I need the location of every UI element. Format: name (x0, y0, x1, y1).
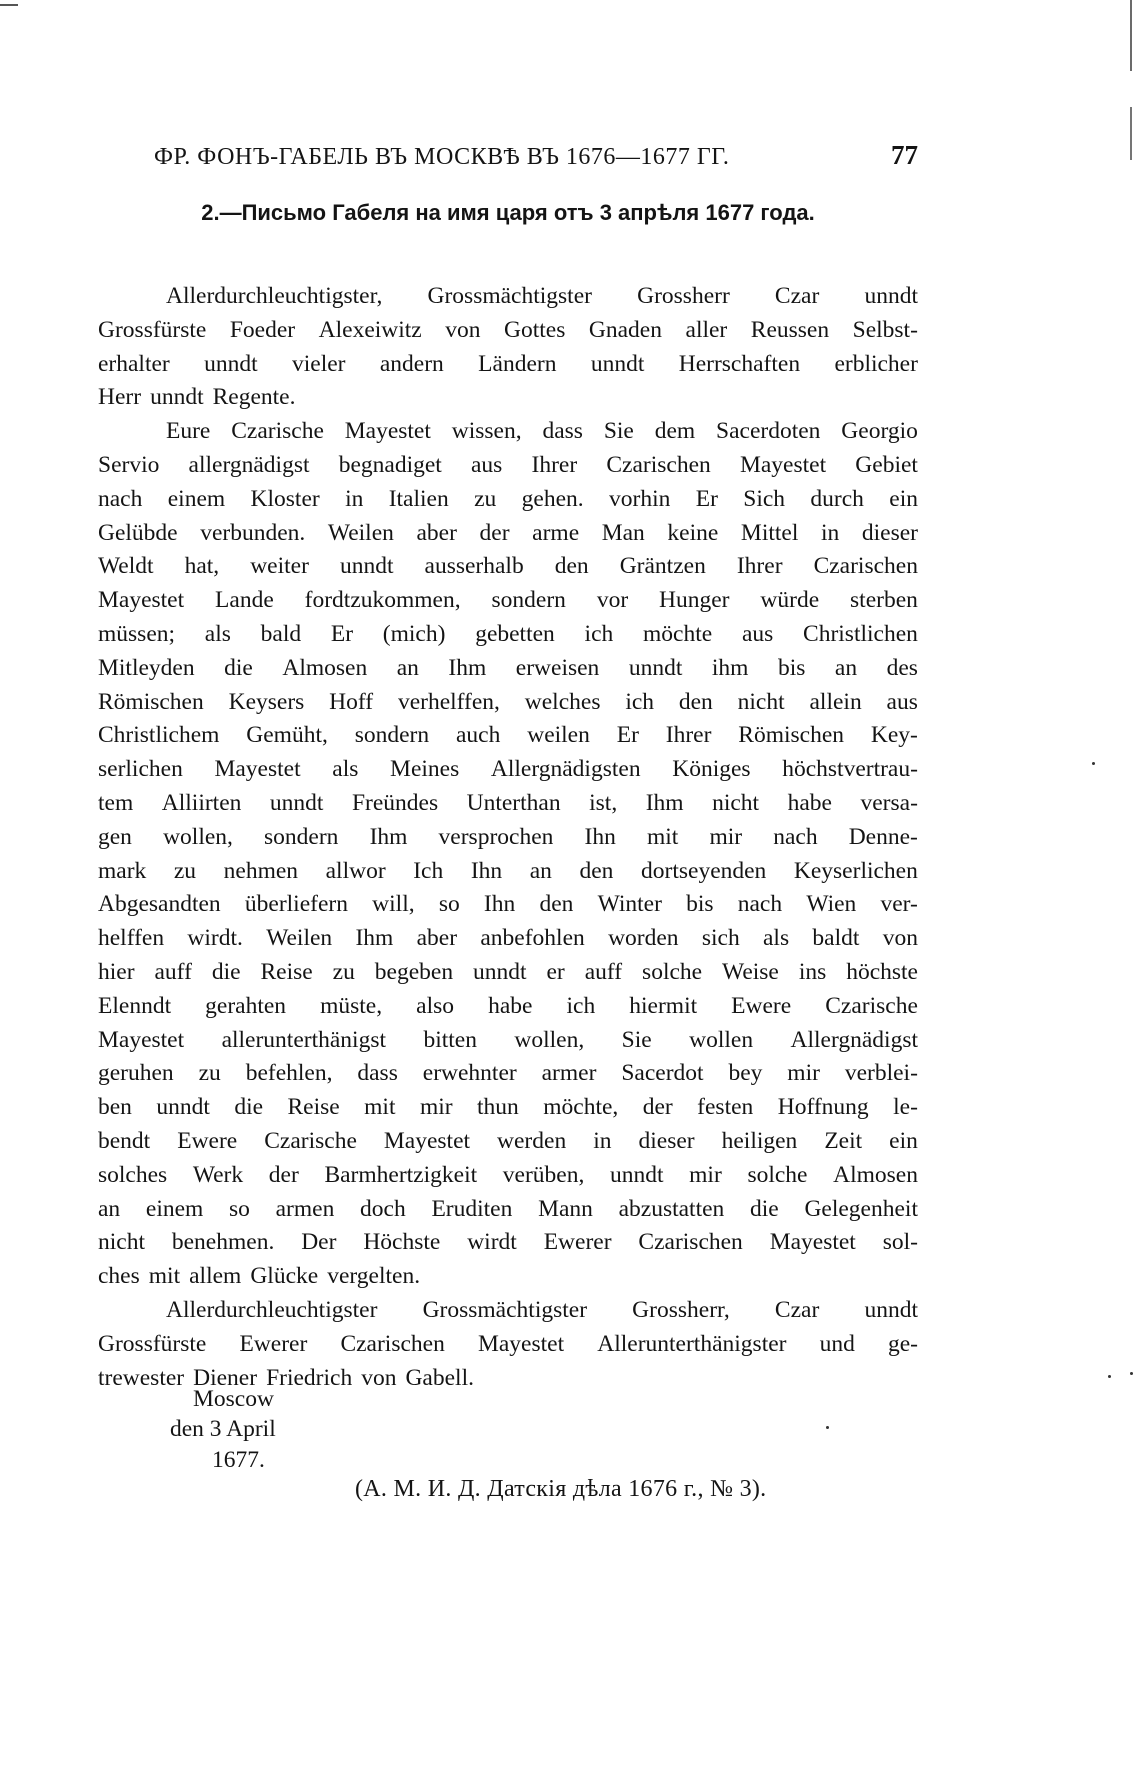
text-line: helffen wirdt. Weilen Ihm aber anbefohlen worden sich als baldt von (98, 925, 918, 952)
text-line: Weldt hat, weiter unndt ausserhalb den Gräntzen Ihrer Czarischen (98, 553, 918, 580)
running-head (98, 140, 918, 174)
text-line: Mitleyden die Almosen an Ihm erweisen unndt ihm bis an des (98, 654, 918, 681)
text-line: Römischen Keysers Hoff verhelffen, welches ich den nicht allein aus (98, 688, 918, 715)
text-line: nicht benehmen. Der Höchste wirdt Ewerer Czarischen Mayestet sol- (98, 1229, 918, 1256)
dateline-day: den 3 April (170, 1416, 276, 1442)
text-line: Christlichem Gemüht, sondern auch weilen Er Ihrer Römischen Key- (98, 722, 918, 749)
text-line: Servio allergnädigst begnadiget aus Ihrer Czarischen Mayestet Gebiet (98, 451, 918, 478)
text-line: Allerdurchleuchtigster Grossmächtigster Grossherr, Czar unndt (166, 1296, 918, 1323)
text-line: ben unndt die Reise mit mir thun möchte, der festen Hoffnung le- (98, 1094, 918, 1121)
text-line: Herr unndt Regente. (98, 384, 296, 411)
text-line: müssen; als bald Er (mich) gebetten ich möchte aus Christlichen (98, 620, 918, 647)
archive-reference: (А. М. И. Д. Датскія дѣла 1676 г., № 3). (355, 1476, 767, 1502)
text-line: nach einem Kloster in Italien zu gehen. vorhin Er Sich durch ein (98, 485, 918, 512)
text-line: Gelübde verbunden. Weilen aber der arme Man keine Mittel in dieser (98, 519, 918, 546)
text-line: tem Alliirten unndt Freündes Unterthan ist, Ihm nicht habe versa- (98, 789, 918, 816)
scan-speck (1092, 762, 1095, 765)
scan-edge-line (1130, 0, 1132, 1780)
text-line: serlichen Mayestet als Meines Allergnädigsten Königes höchstvertrau- (98, 756, 918, 783)
text-line: trewester Diener Friedrich von Gabell. (98, 1364, 474, 1391)
text-line: Mayestet allerunterthänigst bitten wollen, Sie wollen Allergnädigst (98, 1026, 918, 1053)
text-line: Elenndt gerahten müste, also habe ich hiermit Ewere Czarische (98, 992, 918, 1019)
section-heading: 2.—Письмо Габеля на имя царя отъ 3 апрѣля 1677 года. (201, 200, 815, 225)
text-line: Abgesandten überliefern will, so Ihn den Winter bis nach Wien ver- (98, 891, 918, 918)
text-line: geruhen zu befehlen, dass erwehnter armer Sacerdot bey mir verblei- (98, 1060, 918, 1087)
page-number: 77 (891, 140, 918, 170)
text-line: bendt Ewere Czarische Mayestet werden in dieser heiligen Zeit ein (98, 1127, 918, 1154)
text-line: hier auff die Reise zu begeben unndt er auff solche Weise ins höchste (98, 958, 918, 985)
scan-speck (826, 1426, 829, 1429)
paragraph (98, 1294, 918, 1395)
dateline-year: 1677. (212, 1447, 265, 1473)
scan-speck (1108, 1375, 1111, 1378)
running-head-title: ФР. ФОНЪ-ГАБЕЛЬ ВЪ МОСКВѢ ВЪ 1676—1677 ГГ. (154, 144, 730, 170)
paragraph (98, 280, 918, 415)
paragraph (98, 415, 918, 1294)
scan-corner-mark (0, 4, 18, 6)
text-line: ches mit allem Glücke vergelten. (98, 1263, 421, 1290)
text-line: solches Werk der Barmhertzigkeit verüben, unndt mir solche Almosen (98, 1161, 918, 1188)
text-line: Mayestet Lande fordtzukommen, sondern vor Hunger würde sterben (98, 587, 918, 614)
letter-body (98, 280, 918, 1395)
text-line: mark zu nehmen allwor Ich Ihn an den dortseyenden Keyserlichen (98, 857, 918, 884)
text-line: Allerdurchleuchtigster, Grossmächtigster Grossherr Czar unndt (166, 283, 918, 309)
text-line: erhalter unndt vieler andern Ländern unndt Herrschaften erblicher (98, 350, 918, 377)
scan-speck (1130, 1372, 1133, 1375)
text-line: an einem so armen doch Eruditen Mann abzustatten die Gelegenheit (98, 1195, 918, 1222)
dateline-place: Moscow (193, 1386, 274, 1412)
text-line: Eure Czarische Mayestet wissen, dass Sie dem Sacerdoten Georgio (166, 418, 918, 445)
text-line: Grossfürste Ewerer Czarischen Mayestet Allerunterthänigster und ge- (98, 1330, 918, 1357)
text-line: gen wollen, sondern Ihm versprochen Ihn mit mir nach Denne- (98, 823, 918, 850)
text-line: Grossfürste Foeder Alexeiwitz von Gottes Gnaden aller Reussen Selbst- (98, 316, 918, 343)
